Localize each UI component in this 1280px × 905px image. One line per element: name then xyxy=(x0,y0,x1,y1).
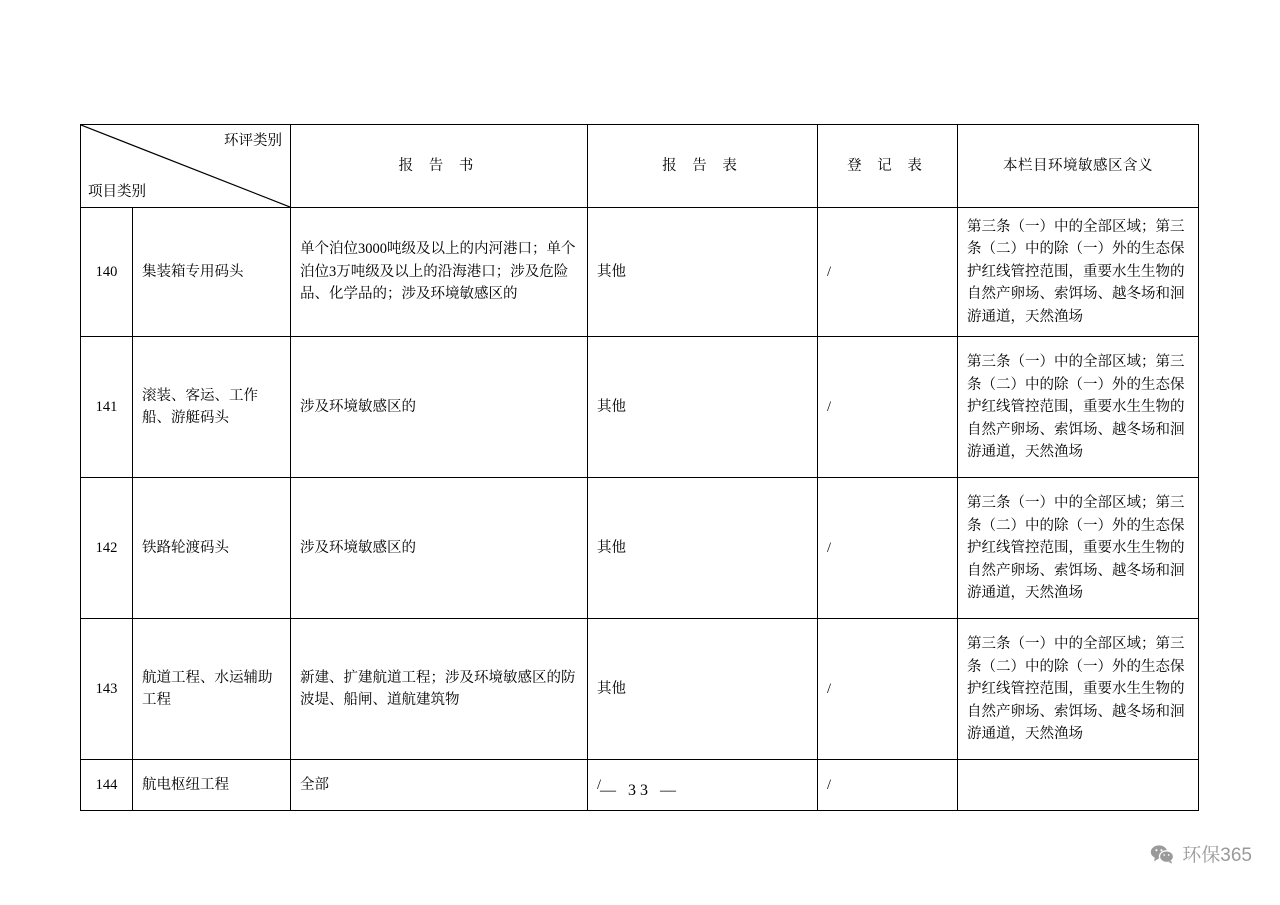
header-corner-top-label: 环评类别 xyxy=(224,133,282,149)
row-report-book: 涉及环境敏感区的 xyxy=(291,478,588,619)
watermark-label: 环保365 xyxy=(1182,845,1252,866)
row-number: 141 xyxy=(81,337,133,478)
row-number: 142 xyxy=(81,478,133,619)
row-meaning: 第三条（一）中的全部区域；第三条（二）中的除（一）外的生态保护红线管控范围，重要水生生物的自然产卵场、索饵场、越冬场和洄游通道，天然渔场 xyxy=(958,337,1199,478)
row-report-book: 单个泊位3000吨级及以上的内河港口；单个泊位3万吨级及以上的沿海港口；涉及危险品、化学品的；涉及环境敏感区的 xyxy=(291,208,588,337)
row-category: 航道工程、水运辅助工程 xyxy=(133,619,291,760)
row-number: 140 xyxy=(81,208,133,337)
row-meaning: 第三条（一）中的全部区域；第三条（二）中的除（一）外的生态保护红线管控范围，重要水生生物的自然产卵场、索饵场、越冬场和洄游通道，天然渔场 xyxy=(958,478,1199,619)
row-report-form: 其他 xyxy=(588,208,818,337)
row-report-book: 新建、扩建航道工程；涉及环境敏感区的防波堤、船闸、道航建筑物 xyxy=(291,619,588,760)
header-corner-bottom-label: 项目类别 xyxy=(88,183,146,200)
row-report-form: 其他 xyxy=(588,478,818,619)
row-category: 集装箱专用码头 xyxy=(133,208,291,337)
row-report-book: 涉及环境敏感区的 xyxy=(291,337,588,478)
table-row xyxy=(81,619,1199,760)
row-category: 铁路轮渡码头 xyxy=(133,478,291,619)
row-registration: / xyxy=(818,619,958,760)
header-sensitive-area-meaning: 本栏目环境敏感区含义 xyxy=(958,125,1199,208)
watermark xyxy=(1150,840,1252,867)
row-registration: / xyxy=(818,208,958,337)
ei-category-table xyxy=(80,124,1199,811)
table-row xyxy=(81,337,1199,478)
row-report-form: / xyxy=(588,760,818,811)
row-report-book: 全部 xyxy=(291,760,588,811)
header-report-form: 报 告 表 xyxy=(588,125,818,208)
row-number: 144 xyxy=(81,760,133,811)
header-corner-cell xyxy=(81,125,291,208)
table-row xyxy=(81,208,1199,337)
row-meaning: 第三条（一）中的全部区域；第三条（二）中的除（一）外的生态保护红线管控范围，重要水生生物的自然产卵场、索饵场、越冬场和洄游通道，天然渔场 xyxy=(958,619,1199,760)
row-report-form: 其他 xyxy=(588,337,818,478)
header-report-book: 报 告 书 xyxy=(291,125,588,208)
page-number: — 33 — xyxy=(600,782,680,799)
wechat-icon xyxy=(1150,844,1174,864)
header-registration-form: 登 记 表 xyxy=(818,125,958,208)
table-header-row xyxy=(81,125,1199,208)
row-registration: / xyxy=(818,760,958,811)
table-row xyxy=(81,478,1199,619)
row-number: 143 xyxy=(81,619,133,760)
row-registration: / xyxy=(818,478,958,619)
row-report-form: 其他 xyxy=(588,619,818,760)
row-category: 航电枢纽工程 xyxy=(133,760,291,811)
row-registration: / xyxy=(818,337,958,478)
row-category: 滚装、客运、工作船、游艇码头 xyxy=(133,337,291,478)
row-meaning: 第三条（一）中的全部区域；第三条（二）中的除（一）外的生态保护红线管控范围，重要水生生物的自然产卵场、索饵场、越冬场和洄游通道，天然渔场 xyxy=(958,208,1199,337)
